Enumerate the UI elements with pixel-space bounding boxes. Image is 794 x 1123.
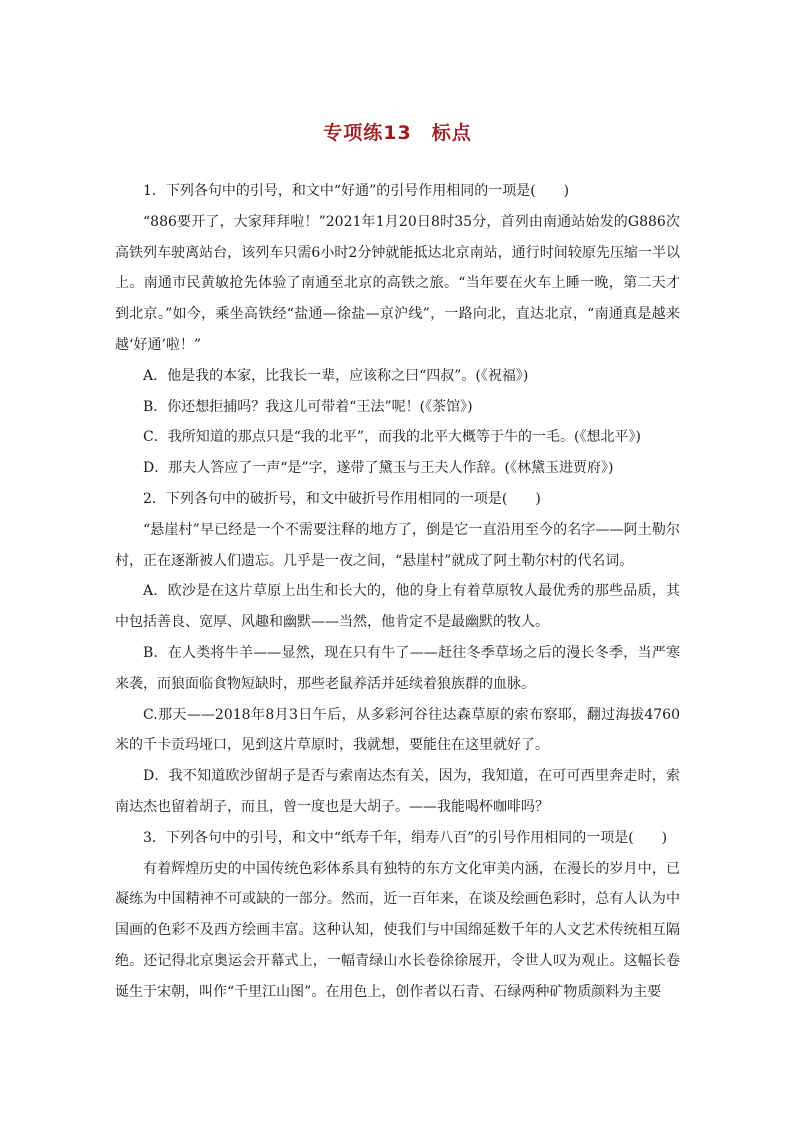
question-stem: 1．下列各句中的引号，和文中“好通”的引号作用相同的一项是( )	[143, 183, 570, 199]
option-b: B．在人类将牛羊——显然，现在只有牛了——赶往冬季草场之后的漫长冬季，当严寒来袭，而狼面临食物短缺时，那些老鼠养活并延续着狼族群的血脉。	[115, 644, 680, 692]
option-b: B．你还想拒捕吗？我这儿可带着“王法”呢！(《茶馆》)	[143, 398, 473, 415]
option-c: C.那天——2018年8月3日午后，从多彩河谷往达森草原的索布察耶，翻过海拔4760米的千卡贡玛垭口，见到这片草原时，我就想，要能住在这里就好了。	[115, 706, 680, 754]
option-a: A．欧沙是在这片草原上出生和长大的，他的身上有着草原牧人最优秀的那些品质，其中包括善良、宽厚、风趣和幽默——当然，他肯定不是最幽默的牧人。	[115, 583, 680, 631]
option-d: D．那夫人答应了一声“是”字，遂带了黛玉与王夫人作辞。(《林黛玉进贾府》)	[143, 460, 614, 477]
document-page	[115, 118, 680, 1008]
question-2	[115, 484, 680, 823]
question-passage: “886要开了，大家拜拜啦！”2021年1月20日8时35分，首列由南通站始发的G886次高铁列车驶离站台，该列车只需6小时2分钟就能抵达北京南站，通行时间较原先压缩一半以上。南通市民黄敏抢先体验了南通至北京的高铁之旅。“当年要在火车上睡一晚，第二天才到北京。”如今，乘坐高铁经“盐通—徐盐—京沪线”，一路向北，直达北京，“南通真是越来越‘好通’啦！”	[115, 213, 680, 353]
page-title: 专项练13 标点	[323, 122, 472, 144]
question-3	[115, 823, 680, 1008]
question-passage: 有着辉煌历史的中国传统色彩体系具有独特的东方文化审美内涵，在漫长的岁月中，已凝练为中国精神不可或缺的一部分。然而，近一百年来，在谈及绘画色彩时，总有人认为中国画的色彩不及西方绘画丰富。这种认知，使我们与中国绵延数千年的人文艺术传统相互隔绝。还记得北京奥运会开幕式上，一幅青绿山水长卷徐徐展开，令世人叹为观止。这幅长卷诞生于宋朝，叫作“千里江山图”。在用色上，创作者以石青、石绿两种矿物质颜料为主要	[115, 860, 680, 1000]
option-d: D．我不知道欧沙留胡子是否与索南达杰有关，因为，我知道，在可可西里奔走时，索南达杰也留着胡子，而且，曾一度也是大胡子。——我能喝杯咖啡吗？	[115, 768, 680, 815]
question-stem: 3．下列各句中的引号，和文中“纸寿千年，绢寿八百”的引号作用相同的一项是( )	[143, 829, 668, 846]
option-c: C．我所知道的那点只是“我的北平”，而我的北平大概等于牛的一毛。(《想北平》)	[143, 429, 641, 446]
question-passage: “悬崖村”早已经是一个不需要注释的地方了，倒是它一直沿用至今的名字——阿土勒尔村，正在逐渐被人们遗忘。几乎是一夜之间，“悬崖村”就成了阿土勒尔村的代名词。	[115, 521, 680, 569]
question-1	[115, 176, 680, 484]
option-a: A．他是我的本家，比我长一辈，应该称之曰“四叔”。(《祝福》)	[143, 367, 529, 384]
question-stem: 2．下列各句中的破折号，和文中破折号作用相同的一项是( )	[143, 490, 541, 507]
